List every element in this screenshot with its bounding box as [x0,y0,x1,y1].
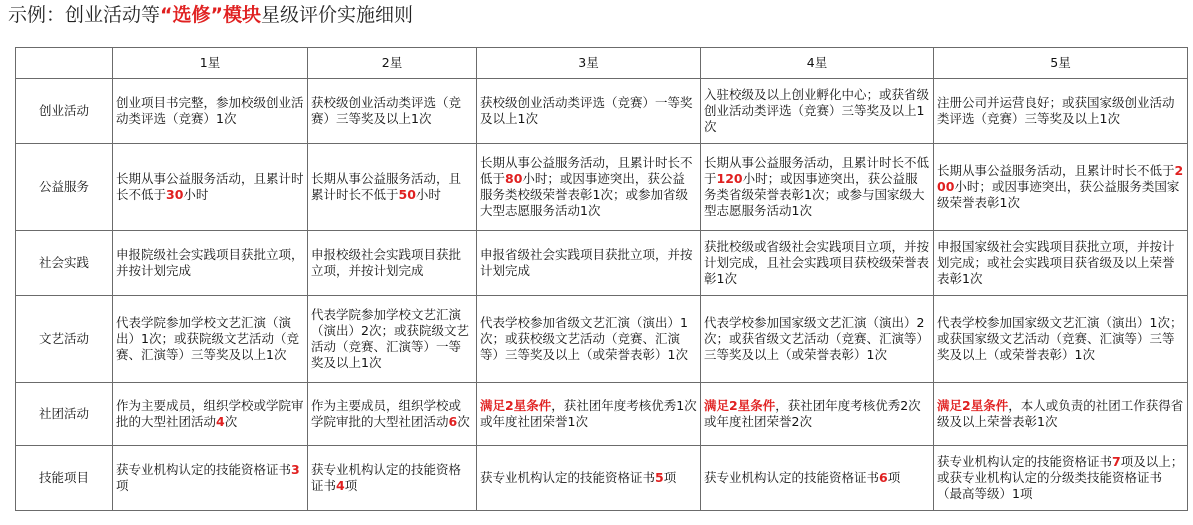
table-row-startup [16,79,1188,144]
criteria-cell-star-3 [477,296,701,383]
header-star-1: 1星 [113,48,308,79]
criteria-text [704,155,930,219]
header-corner [16,48,113,79]
text-segment: 小时；或因事迹突出，获公益服务类国家级荣誉表彰1次 [937,179,1180,210]
criteria-cell-star-5 [934,79,1188,144]
criteria-text [116,171,304,203]
text-segment: 申报国家级社会实践项目获批立项，并按计划完成；或社会实践项目获省级及以上荣誉表彰1次 [937,239,1175,286]
criteria-text [116,247,304,279]
criteria-text [704,87,930,135]
criteria-cell-star-2 [308,144,477,231]
criteria-cell-star-3 [477,231,701,296]
criteria-text [311,398,473,430]
criteria-text [704,470,930,486]
highlight-value: 3 [291,462,300,477]
criteria-text [480,247,697,279]
criteria-text [704,398,930,430]
criteria-text [480,95,697,127]
criteria-cell-star-4 [701,144,934,231]
row-label: 公益服务 [16,144,113,231]
text-segment: 获专业机构认定的技能资格证书 [480,470,656,485]
header-star-4: 4星 [701,48,934,79]
criteria-cell-star-4 [701,383,934,446]
text-segment: 获专业机构认定的技能资格证书 [311,462,462,493]
header-star-3: 3星 [477,48,701,79]
criteria-cell-star-3 [477,383,701,446]
text-segment: 小时；或因事迹突出，获公益服务类省级荣誉表彰1次；或参与国家级大型志愿服务活动1次 [704,171,925,218]
text-segment: 小时；或因事迹突出，获公益服务类校级荣誉表彰1次；或参加省级大型志愿服务活动1次 [480,171,688,218]
criteria-text [116,398,304,430]
criteria-cell-star-2 [308,446,477,511]
text-segment: 申报省级社会实践项目获批立项，并按计划完成 [480,247,693,278]
title-suffix: 星级评价实施细则 [261,4,414,26]
criteria-text [937,398,1184,430]
criteria-cell-star-4 [701,446,934,511]
criteria-text [311,462,473,494]
criteria-cell-star-1 [113,231,308,296]
text-segment: 作为主要成员，组织学校或学院审批的大型社团活动 [116,398,304,429]
criteria-cell-star-2 [308,231,477,296]
highlight-value: 120 [716,171,743,186]
criteria-cell-star-5 [934,296,1188,383]
criteria-text [480,470,697,486]
text-segment: 项 [887,470,901,485]
criteria-cell-star-4 [701,79,934,144]
highlight-value: 5 [655,470,664,485]
criteria-text [116,462,304,494]
criteria-cell-star-2 [308,383,477,446]
title-highlight: “选修”模块 [160,4,261,26]
table-row-club [16,383,1188,446]
criteria-text [311,247,473,279]
criteria-text [480,315,697,363]
text-segment: ，本人或负责的社团工作获得省级及以上荣誉表彰1次 [937,398,1184,429]
criteria-text [311,171,473,203]
criteria-text [937,163,1184,211]
text-segment: 创业项目书完整，参加校级创业活动类评选（竞赛）1次 [116,95,304,126]
criteria-cell-star-2 [308,79,477,144]
highlight-value: 200 [937,163,1184,194]
criteria-text [311,95,473,127]
title-prefix: 示例：创业活动等 [8,4,161,26]
text-segment: 小时 [183,187,209,202]
header-row [16,48,1188,79]
table-row-skills [16,446,1188,511]
criteria-cell-star-3 [477,79,701,144]
page-title [8,1,413,29]
criteria-cell-star-5 [934,383,1188,446]
criteria-text [704,315,930,363]
text-segment: 项 [116,478,129,493]
text-segment: 代表学校参加省级文艺汇演（演出）1次；或获校级文艺活动（竞赛、汇演等）三等奖及以上（或荣誉表彰）1次 [480,315,688,362]
criteria-cell-star-3 [477,144,701,231]
table-row-public-service [16,144,1188,231]
criteria-text [116,95,304,127]
row-label: 社会实践 [16,231,113,296]
text-segment: ，获社团年度考核优秀2次或年度社团荣誉2次 [704,398,921,429]
criteria-text [116,315,304,363]
highlight-value: 30 [166,187,184,202]
highlight-value: 满足2星条件 [704,398,776,413]
highlight-value: 4 [336,478,345,493]
criteria-cell-star-1 [113,383,308,446]
text-segment: 长期从事公益服务活动，且累计时长不低于 [116,171,304,202]
text-segment: 项 [663,470,677,485]
criteria-cell-star-1 [113,79,308,144]
table-row-arts [16,296,1188,383]
row-label: 社团活动 [16,383,113,446]
text-segment: 次 [224,414,238,429]
star-rating-table [15,47,1188,511]
criteria-cell-star-4 [701,296,934,383]
criteria-cell-star-1 [113,296,308,383]
criteria-text [937,315,1184,363]
highlight-value: 7 [1112,454,1121,469]
criteria-text [937,454,1184,502]
highlight-value: 6 [879,470,888,485]
criteria-text [480,155,697,219]
criteria-text [704,239,930,287]
text-segment: 长期从事公益服务活动，且累计时长不低于 [704,155,930,186]
row-label: 技能项目 [16,446,113,511]
text-segment: 代表学院参加学校文艺汇演（演出）1次；或获院级文艺活动（竞赛、汇演等）三等奖及以上1次 [116,315,299,362]
header-star-2: 2星 [308,48,477,79]
criteria-cell-star-5 [934,144,1188,231]
criteria-cell-star-5 [934,446,1188,511]
criteria-text [311,307,473,371]
text-segment: 代表学校参加国家级文艺汇演（演出）1次；或获国家级文艺活动（竞赛、汇演等）三等奖及以上（或荣誉表彰）1次 [937,315,1183,362]
criteria-cell-star-1 [113,446,308,511]
text-segment: 入驻校级及以上创业孵化中心；或获省级创业活动类评选（竞赛）三等奖及以上1次 [704,87,930,134]
highlight-value: 50 [398,187,416,202]
text-segment: 获专业机构认定的技能资格证书 [704,470,880,485]
row-label: 文艺活动 [16,296,113,383]
row-label: 创业活动 [16,79,113,144]
text-segment: 长期从事公益服务活动，且累计时长不低于 [480,155,693,186]
text-segment: 获专业机构认定的技能资格证书 [937,454,1113,469]
text-segment: 获校级创业活动类评选（竞赛）三等奖及以上1次 [311,95,462,126]
table-body [16,79,1188,511]
text-segment: 注册公司并运营良好；或获国家级创业活动类评选（竞赛）三等奖及以上1次 [937,95,1175,126]
text-segment: 项 [344,478,358,493]
text-segment: 获专业机构认定的技能资格证书 [116,462,292,477]
text-segment: 代表学院参加学校文艺汇演（演出）2次；或获院级文艺活动（竞赛、汇演等）一等奖及以上1次 [311,307,469,370]
criteria-cell-star-2 [308,296,477,383]
table-row-social-practice [16,231,1188,296]
highlight-value: 80 [505,171,523,186]
text-segment: 申报院级社会实践项目获批立项，并按计划完成 [116,247,304,278]
text-segment: 长期从事公益服务活动，且累计时长不低于 [937,163,1175,178]
text-segment: 申报校级社会实践项目获批立项，并按计划完成 [311,247,462,278]
highlight-value: 4 [216,414,225,429]
text-segment: 次 [457,414,470,429]
highlight-value: 满足2星条件 [480,398,552,413]
text-segment: 作为主要成员，组织学校或学院审批的大型社团活动 [311,398,462,429]
text-segment: 项及以上；或获专业机构认定的分级类技能资格证书（最高等级）1项 [937,454,1184,501]
text-segment: 小时 [415,187,441,202]
criteria-text [937,95,1184,127]
criteria-text [937,239,1184,287]
text-segment: ，获社团年度考核优秀1次或年度社团荣誉1次 [480,398,697,429]
criteria-text [480,398,697,430]
text-segment: 获批校级或省级社会实践项目立项，并按计划完成，且社会实践项目获校级荣誉表彰1次 [704,239,930,286]
text-segment: 代表学校参加国家级文艺汇演（演出）2次；或获省级文艺活动（竞赛、汇演等）三等奖及以上（或荣誉表彰）1次 [704,315,930,362]
text-segment: 获校级创业活动类评选（竞赛）一等奖及以上1次 [480,95,693,126]
criteria-cell-star-3 [477,446,701,511]
highlight-value: 满足2星条件 [937,398,1009,413]
criteria-cell-star-5 [934,231,1188,296]
highlight-value: 6 [448,414,458,429]
header-star-5: 5星 [934,48,1188,79]
text-segment: 长期从事公益服务活动，且累计时长不低于 [311,171,462,202]
criteria-cell-star-4 [701,231,934,296]
criteria-cell-star-1 [113,144,308,231]
